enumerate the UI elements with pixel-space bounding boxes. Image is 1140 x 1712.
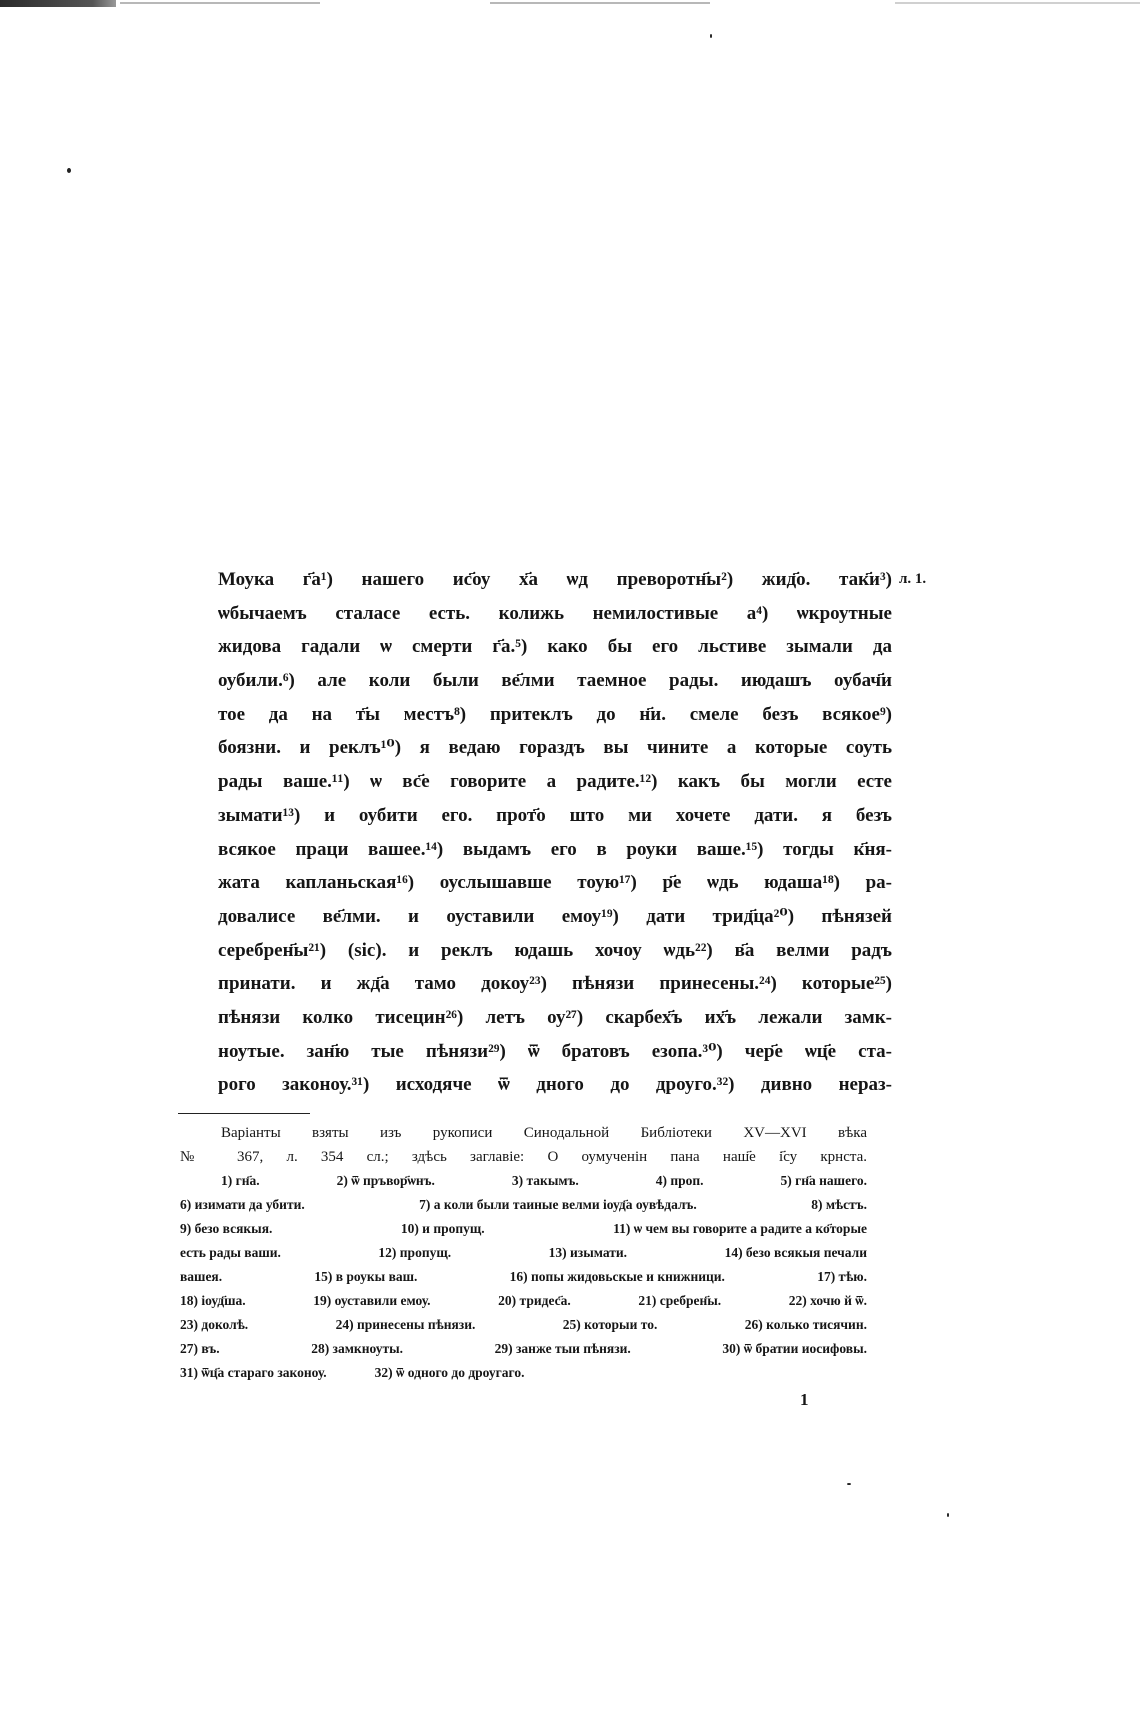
footnote-variant: 7) а коли были таиные велми іоуд҃а оувѣдалъ.	[419, 1197, 697, 1212]
footnote-variant: 19) оуставили емоу.	[313, 1293, 431, 1308]
main-text-line: рого законоу.³¹) исходяче ѿ дного до дроуго.³²) дивно нераз-	[218, 1074, 892, 1096]
footnote-variant: 16) попы жидовьскые и книжници.	[509, 1269, 725, 1284]
footnote-row	[221, 1169, 867, 1193]
footnote-variant: 1) гн҃а.	[221, 1173, 260, 1188]
main-text-line: довалисе ве҃лми. и оуставили емоу¹⁹) дати трид҃ца²⁰) пѣнязей	[218, 905, 892, 927]
footnote-variant: 29) занже тыи пѣнязи.	[494, 1341, 631, 1356]
main-text-line: боязни. и реклъ¹⁰) я ведаю гораздъ вы чините а которые соуть	[218, 737, 892, 759]
footnote-variant: 26) колько тисячин.	[744, 1317, 867, 1332]
footnote-variant: 21) сребрен҃ы.	[638, 1293, 722, 1308]
footnote-separator	[178, 1113, 310, 1114]
scan-speck	[847, 1483, 851, 1485]
footnote-variant: 12) пропущ.	[378, 1245, 452, 1260]
main-text-line: серебрен҃ы²¹) (sic). и реклъ юдашь хочоу ѡдь²²) в҃а велми радъ	[218, 939, 892, 961]
main-text-line: ноутые. зан҃ю тые пѣнязи²⁹) ѿ братовъ езопа.³⁰) чер҃е ѡц҃е ста-	[218, 1040, 892, 1062]
main-text-line: всякое праци вашее.¹⁴) выдамъ его в роуки ваше.¹⁵) тогды к҃ня-	[218, 838, 892, 860]
scan-speck	[947, 1513, 949, 1517]
main-text-line: Моука г҃а¹) нашего ис҃оу х҃а ѡд преворотн҃ы²) жид҃о. так҃и³)	[218, 569, 892, 590]
footnote-variant: 10) и пропущ.	[400, 1221, 485, 1236]
footnote-row	[180, 1265, 867, 1289]
scan-edge-line	[895, 2, 1140, 4]
footnote-variant: 28) замкноуты.	[311, 1341, 404, 1356]
footnote-variant: 24) принесены пѣнязи.	[335, 1317, 476, 1332]
footnote-variant: 11) ѡ чем вы говорите а радите а ко҃торые	[613, 1221, 867, 1236]
footnote-row	[180, 1289, 867, 1313]
footnote-variant: 23) доколѣ.	[180, 1317, 249, 1332]
footnote-row	[180, 1217, 867, 1241]
footnote-row	[180, 1241, 867, 1265]
footnote-variant: 30) ѿ братии иосифовы.	[722, 1341, 867, 1356]
footnote-variant: 20) тридес҃а.	[498, 1293, 571, 1308]
footnote-variant: 27) въ.	[180, 1341, 220, 1356]
footnote-variant: есть рады ваши.	[180, 1245, 281, 1260]
footnote-variant: 3) такымъ.	[511, 1173, 579, 1188]
footnote-variant: 5) гн҃а нашего.	[780, 1173, 867, 1188]
footnote-row	[180, 1337, 867, 1361]
footnote-variant: 17) тѣю.	[817, 1269, 867, 1284]
footnote-variant: вашея.	[180, 1269, 223, 1284]
margin-folio-note: л. 1.	[899, 571, 927, 587]
footnote-row	[180, 1361, 867, 1385]
footnote-variant: 31) ѿц҃а стараго законоу.	[180, 1365, 327, 1380]
footnote-variant: 13) изымати.	[548, 1245, 628, 1260]
footnote-variant: 15) в роукы ваш.	[314, 1269, 418, 1284]
scan-speck	[67, 168, 71, 173]
main-text-line: жата капланьская¹⁶) оуслышавше тоую¹⁷) р҃е ѡдь юдаша¹⁸) ра-	[218, 872, 892, 894]
footnote-variant: 18) іоуд҃ша.	[180, 1293, 246, 1308]
scan-edge-line	[120, 2, 320, 4]
footnote-row	[180, 1313, 867, 1337]
page-number: 1	[800, 1390, 809, 1409]
footnote-variant: 2) ѿ пръвор҃ѡнъ.	[336, 1173, 435, 1188]
main-text-line: зымати¹³) и оубити его. прот҃о што ми хочете дати. я безъ	[218, 804, 892, 826]
footnote-variant: 9) безо всякыя.	[180, 1221, 273, 1236]
main-text-line: оубили.⁶) але коли были ве҃лми таемное рады. июдашъ оубач҃и	[218, 670, 892, 692]
scan-speck	[710, 34, 712, 38]
footnote-intro-line: Варіанты взяты изъ рукописи Синодальной Библіотеки XV—XVI вѣка	[221, 1125, 867, 1141]
footnote-variant: 6) изимати да убити.	[180, 1197, 305, 1212]
scan-edge-line	[490, 2, 710, 4]
main-text-line: рады ваше.¹¹) ѡ вс҃е говорите а радите.¹²) какъ бы могли есте	[218, 771, 892, 793]
main-text-line: тое да на т҃ы местъ⁸) притеклъ до н҃и. смеле безъ всякое⁹)	[218, 703, 892, 725]
main-text	[218, 563, 892, 1102]
main-text-line: пѣнязи колко тисецин²⁶) летъ оу²⁷) скарбех҃ъ их҃ъ лежали замк-	[218, 1006, 892, 1028]
footnote-variant: 4) проп.	[655, 1173, 704, 1188]
main-text-line: ѡбычаемъ сталасе есть. колижь немилостивые а⁴) ѡкроутные	[218, 602, 892, 624]
footnote-variant: 14) безо всякыя печали	[724, 1245, 867, 1260]
footnote-variant: 25) которыи то.	[562, 1317, 658, 1332]
main-text-line: жидова гадали ѡ смерти г҃а.⁵) како бы его льстиве зымали да	[218, 636, 892, 658]
footnote-row	[180, 1193, 867, 1217]
footnote-variant: 32) ѿ одного до дроугаго.	[374, 1365, 525, 1380]
footnote-intro-line: № 367, л. 354 сл.; здѣсь заглавіе: О оумученін пана наш҃е і҃су крнста.	[180, 1149, 867, 1165]
footnotes	[180, 1121, 867, 1385]
main-text-line: принати. и жд҃а тамо докоу²³) пѣнязи принесены.²⁴) которые²⁵)	[218, 973, 892, 995]
scan-edge-line	[0, 0, 116, 7]
footnote-variant: 8) мѣстъ.	[811, 1197, 867, 1212]
footnote-variant: 22) хочю й ѿ.	[788, 1293, 867, 1308]
